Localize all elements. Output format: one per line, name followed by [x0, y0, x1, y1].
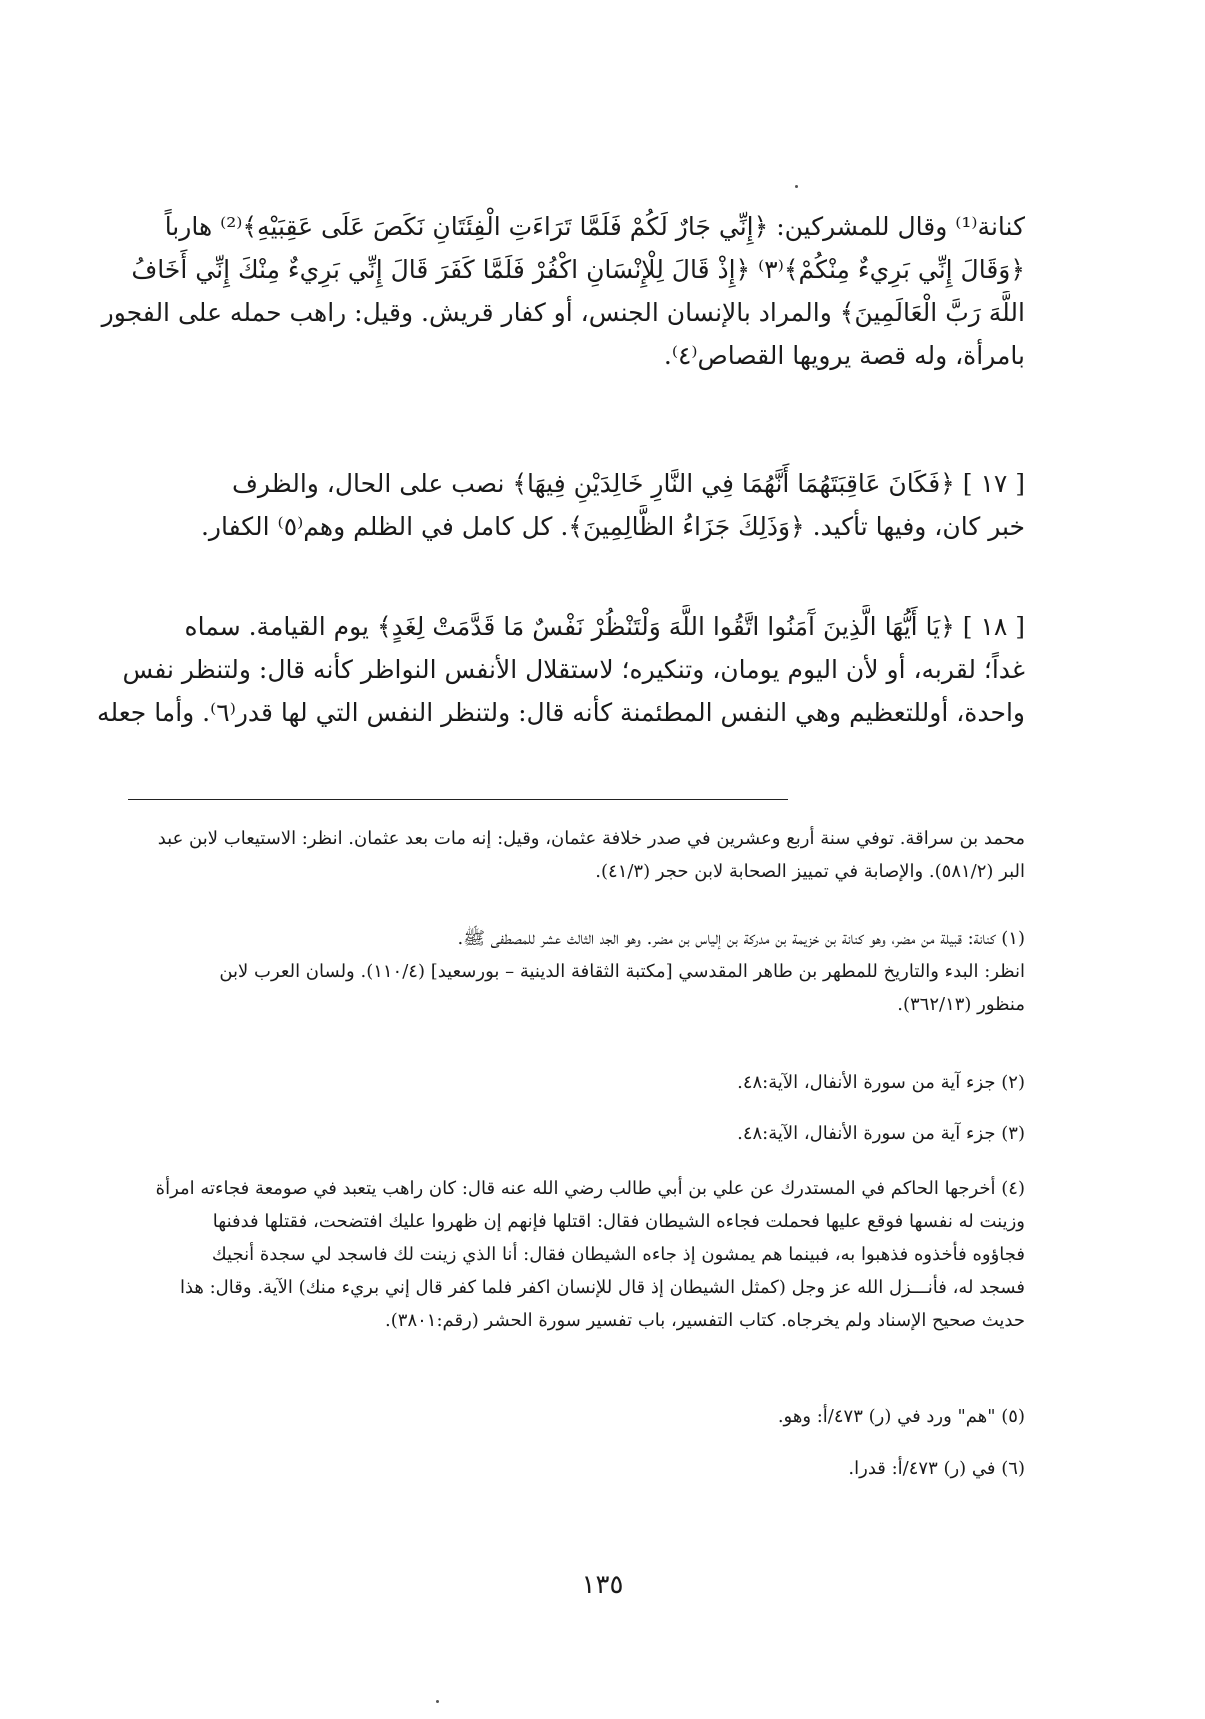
- text-line: ﴿وَقَالَ إِنِّي بَرِيءٌ مِنْكُمْ﴾⁽٣⁾ ﴿إِذْ قَالَ لِلْإِنْسَانِ اكْفُرْ فَلَمَّا كَفَرَ قَالَ إِنِّي بَرِيءٌ مِنْكَ إِنِّي أَخَافُ: [131, 255, 1025, 284]
- text-line: [ ١٧ ] ﴿فَكَانَ عَاقِبَتَهُمَا أَنَّهُمَا فِي النَّارِ خَالِدَيْنِ فِيهَا﴾ نصب على الحال، والظرف: [231, 469, 1025, 498]
- footnote-line: حديث صحيح الإسناد ولم يخرجاه. كتاب التفسير، باب تفسير سورة الحشر (رقم:٣٨٠١).: [385, 1310, 1025, 1331]
- footnote-line: (٤) أخرجها الحاكم في المستدرك عن علي بن أبي طالب رضي الله عنه قال: كان راهب يتعبد في صومعة فجاءته امرأة: [155, 1178, 1025, 1199]
- text-line: واحدة، أوللتعظيم وهي النفس المطئمنة كأنه قال: ولتنظر النفس التي لها قدر⁽٦⁾. وأما جعله: [97, 698, 1025, 727]
- footnote-2: [95, 1066, 1025, 1099]
- text-line: اللَّهَ رَبَّ الْعَالَمِينَ﴾ والمراد بالإنسان الجنس، أو كفار قريش. وقيل: راهب حمله على الفجور: [101, 298, 1025, 327]
- footnote-line: (١) كنانة: قبيلة من مضر، وهو كنانة بن خزيمة بن مدركة بن إلياس بن مضر. وهو الجد الثالث عشر للمصطفى ﷺ.: [457, 928, 1025, 949]
- footnote-line: انظر: البدء والتاريخ للمطهر بن طاهر المقدسي [مكتبة الثقافة الدينية – بورسعيد] (١١٠/٤). ولسان العرب لابن: [219, 961, 1025, 982]
- text-line: غداً؛ لقربه، أو لأن اليوم يومان، وتنكيره؛ لاستقلال الأنفس النواظر كأنه قال: ولتنظر نفس: [122, 655, 1025, 684]
- footnote-line: وزينت له نفسها فوقع عليها فحملت فجاءه الشيطان فقال: اقتلها فإنهم إن ظهروا عليك افتضحت، فقتلها فدفنها: [212, 1211, 1025, 1232]
- text-line: [ ١٨ ] ﴿يَا أَيُّهَا الَّذِينَ آَمَنُوا اتَّقُوا اللَّهَ وَلْتَنْظُرْ نَفْسٌ مَا قَدَّمَتْ لِغَدٍ﴾ يوم القيامة. سماه: [184, 612, 1025, 641]
- scan-speck: [795, 185, 798, 188]
- footnote-line: (٦) في (ر) ٤٧٣/أ: قدرا.: [848, 1458, 1025, 1479]
- text-line: بامرأة، وله قصة يرويها القصاص⁽٤⁾.: [663, 341, 1025, 370]
- footnote-line: (٥) "هم" ورد في (ر) ٤٧٣/أ: وهو.: [777, 1406, 1025, 1427]
- footnote-line: محمد بن سراقة. توفي سنة أربع وعشرين في صدر خلافة عثمان، وقيل: إنه مات بعد عثمان. انظر: الاستيعاب لابن عبد: [157, 828, 1025, 849]
- footnote-continuation: [95, 822, 1025, 888]
- paragraph-surah-hashr-16: [95, 205, 1025, 377]
- footnote-line: فسجد له، فأنـــزل الله عز وجل (كمثل الشيطان إذ قال للإنسان اكفر فلما كفر قال إني بريء منك) الآية. وقال: هذا: [179, 1277, 1025, 1298]
- footnote-1: [95, 922, 1025, 1021]
- footnote-5: [95, 1400, 1025, 1433]
- footnote-line: البر (٥٨١/٢). والإصابة في تمييز الصحابة لابن حجر (٤١/٣).: [595, 861, 1025, 882]
- footnote-line: (٢) جزء آية من سورة الأنفال، الآية:٤٨.: [737, 1072, 1025, 1093]
- footnote-line: (٣) جزء آية من سورة الأنفال، الآية:٤٨.: [737, 1123, 1025, 1144]
- paragraph-verse-18: [95, 605, 1025, 734]
- scan-speck: [436, 1700, 439, 1703]
- footnote-6: [95, 1452, 1025, 1485]
- footnote-4: [95, 1172, 1025, 1337]
- footnote-3: [95, 1117, 1025, 1150]
- footnote-divider: [128, 799, 788, 800]
- text-line: كنانة⁽¹⁾ وقال للمشركين: ﴿إِنِّي جَارٌ لَكُمْ فَلَمَّا تَرَاءَتِ الْفِئَتَانِ نَكَصَ عَلَى عَقِبَيْهِ﴾⁽²⁾ هارباً: [164, 212, 1025, 241]
- paragraph-verse-17: [95, 462, 1025, 548]
- text-line: خبر كان، وفيها تأكيد. ﴿وَذَلِكَ جَزَاءُ الظَّالِمِينَ﴾. كل كامل في الظلم وهم⁽٥⁾ الكفار.: [200, 512, 1025, 541]
- footnote-line: فجاؤوه فأخذوه فذهبوا به، فبينما هم يمشون إذ جاءه الشيطان فقال: أنا الذي زينت لك فاسجد لي سجدة أنجيك: [211, 1244, 1025, 1265]
- page-number: ١٣٥: [581, 1570, 624, 1600]
- footnote-line: منظور (٣٦٢/١٣).: [897, 994, 1025, 1015]
